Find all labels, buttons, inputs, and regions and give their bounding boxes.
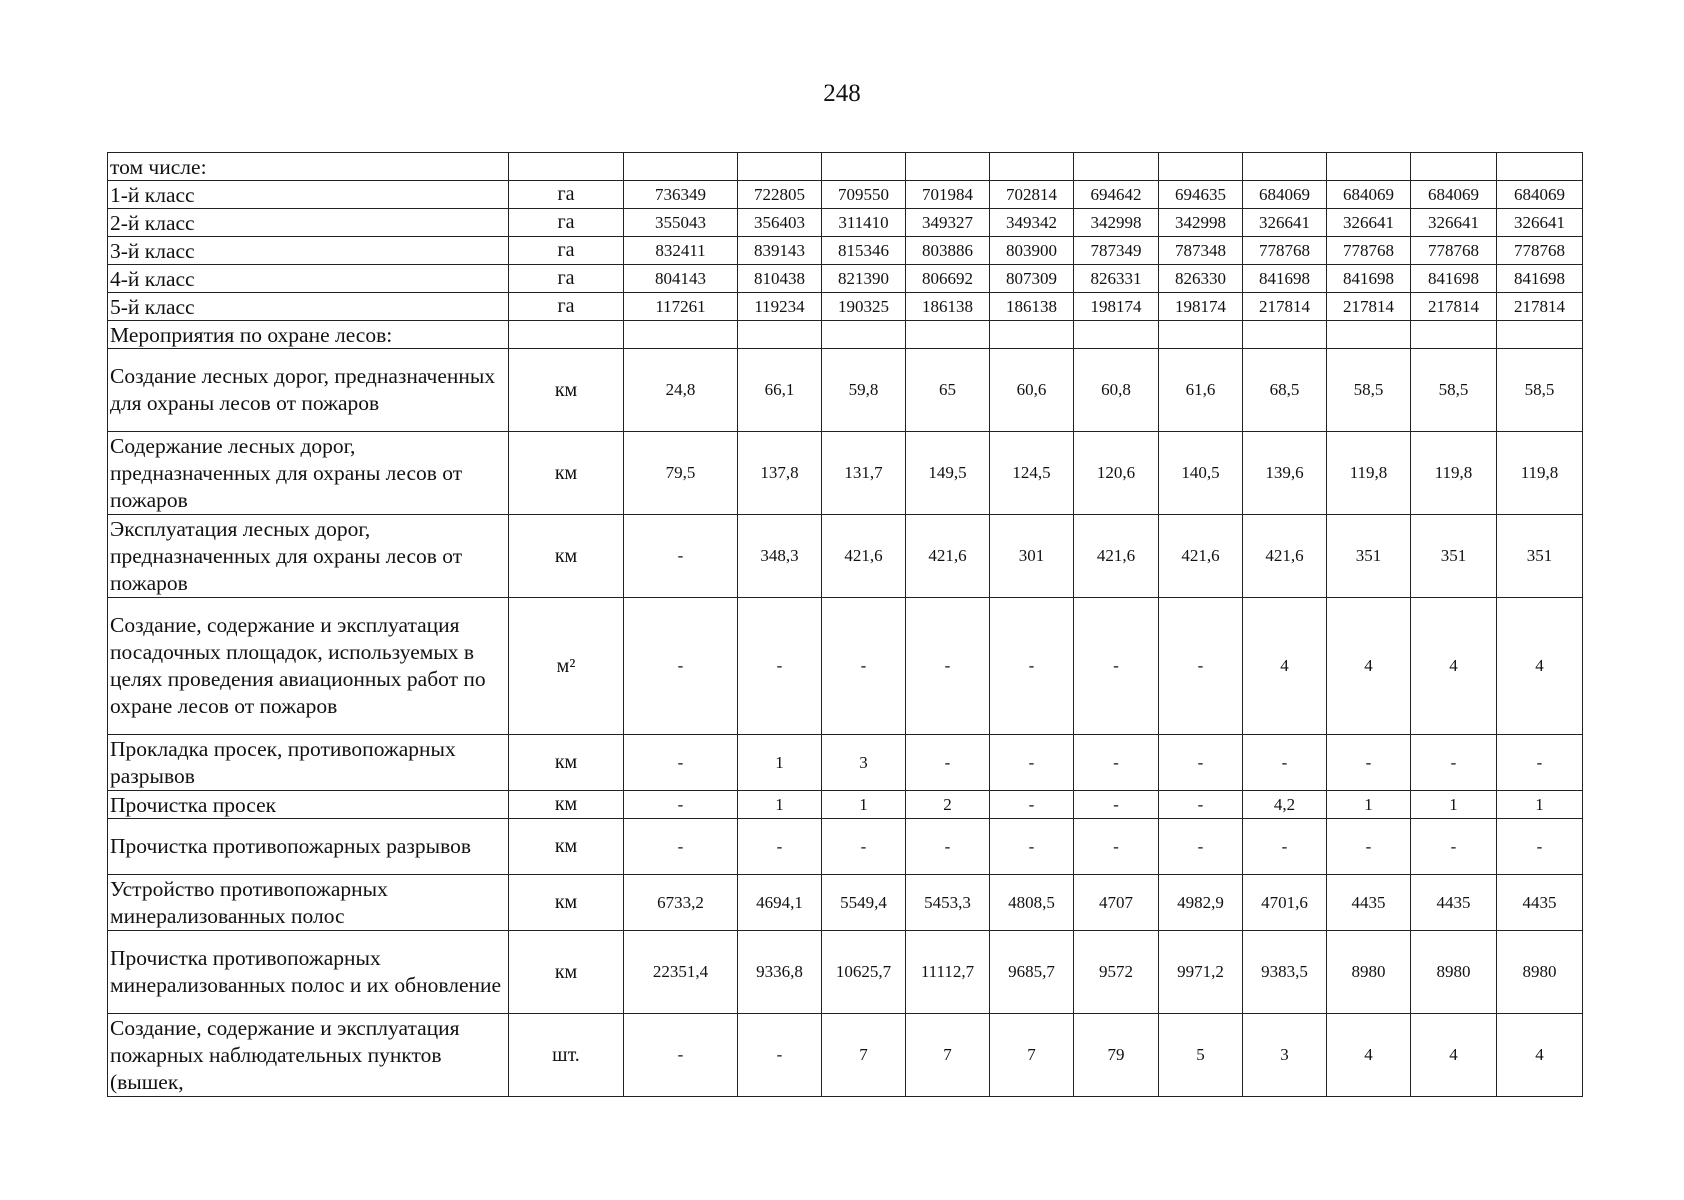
value-cell: 58,5 — [1411, 349, 1497, 432]
value-cell: 787349 — [1074, 237, 1159, 265]
value-cell: - — [1497, 819, 1583, 875]
value-cell: 806692 — [906, 265, 990, 293]
row-label: 1-й класс — [108, 181, 509, 209]
value-cell: 736349 — [624, 181, 738, 209]
value-cell: - — [990, 791, 1074, 819]
value-cell — [1159, 321, 1243, 349]
value-cell: 137,8 — [738, 432, 822, 515]
value-cell: 119234 — [738, 293, 822, 321]
row-label: Создание лесных дорог, предназначенных для охраны лесов от пожаров — [108, 349, 509, 432]
value-cell: 8980 — [1327, 931, 1411, 1014]
table-row — [108, 293, 1583, 321]
value-cell: 709550 — [822, 181, 906, 209]
row-unit: км — [509, 432, 624, 515]
value-cell: 4 — [1497, 598, 1583, 735]
value-cell: 217814 — [1243, 293, 1327, 321]
value-cell: 841698 — [1327, 265, 1411, 293]
value-cell: 351 — [1411, 515, 1497, 598]
value-cell: 4694,1 — [738, 875, 822, 931]
value-cell: 351 — [1497, 515, 1583, 598]
value-cell: 421,6 — [822, 515, 906, 598]
value-cell: 4 — [1497, 1014, 1583, 1097]
value-cell: - — [1327, 735, 1411, 791]
value-cell: 841698 — [1243, 265, 1327, 293]
value-cell: 821390 — [822, 265, 906, 293]
value-cell — [1243, 153, 1327, 181]
value-cell: 8980 — [1411, 931, 1497, 1014]
value-cell — [822, 321, 906, 349]
value-cell: - — [1411, 819, 1497, 875]
value-cell: - — [1074, 791, 1159, 819]
value-cell — [738, 321, 822, 349]
value-cell: 120,6 — [1074, 432, 1159, 515]
value-cell — [906, 153, 990, 181]
value-cell: 7 — [906, 1014, 990, 1097]
row-label: 3-й класс — [108, 237, 509, 265]
value-cell: 421,6 — [906, 515, 990, 598]
row-unit: км — [509, 349, 624, 432]
row-unit: км — [509, 819, 624, 875]
value-cell — [1497, 321, 1583, 349]
row-label: Прочистка просек — [108, 791, 509, 819]
value-cell: 24,8 — [624, 349, 738, 432]
value-cell: 61,6 — [1159, 349, 1243, 432]
value-cell: - — [738, 598, 822, 735]
value-cell: 342998 — [1159, 209, 1243, 237]
table-row — [108, 265, 1583, 293]
value-cell: 311410 — [822, 209, 906, 237]
value-cell — [1074, 153, 1159, 181]
value-cell: 326641 — [1497, 209, 1583, 237]
value-cell: 198174 — [1159, 293, 1243, 321]
table-row — [108, 931, 1583, 1014]
value-cell: 140,5 — [1159, 432, 1243, 515]
value-cell: 684069 — [1327, 181, 1411, 209]
value-cell: 186138 — [906, 293, 990, 321]
value-cell: 7 — [822, 1014, 906, 1097]
value-cell: 832411 — [624, 237, 738, 265]
value-cell: - — [1411, 735, 1497, 791]
value-cell: 3 — [822, 735, 906, 791]
value-cell: - — [624, 1014, 738, 1097]
row-unit: га — [509, 237, 624, 265]
value-cell: 1 — [1411, 791, 1497, 819]
value-cell: 815346 — [822, 237, 906, 265]
value-cell: 351 — [1327, 515, 1411, 598]
row-unit: га — [509, 265, 624, 293]
row-unit — [509, 321, 624, 349]
value-cell: - — [624, 598, 738, 735]
row-unit: км — [509, 875, 624, 931]
value-cell: 4701,6 — [1243, 875, 1327, 931]
value-cell: 4 — [1411, 1014, 1497, 1097]
value-cell: 348,3 — [738, 515, 822, 598]
value-cell — [1411, 321, 1497, 349]
value-cell: 4808,5 — [990, 875, 1074, 931]
value-cell: 4982,9 — [1159, 875, 1243, 931]
row-label: Создание, содержание и эксплуатация посадочных площадок, используемых в целях проведения авиационных работ по охране лесов от пожаров — [108, 598, 509, 735]
value-cell: 355043 — [624, 209, 738, 237]
value-cell: 217814 — [1497, 293, 1583, 321]
value-cell: 684069 — [1411, 181, 1497, 209]
value-cell: 65 — [906, 349, 990, 432]
value-cell: 119,8 — [1497, 432, 1583, 515]
value-cell: 60,6 — [990, 349, 1074, 432]
value-cell: - — [906, 819, 990, 875]
value-cell: 778768 — [1411, 237, 1497, 265]
value-cell: 694635 — [1159, 181, 1243, 209]
row-unit: га — [509, 293, 624, 321]
value-cell: 58,5 — [1327, 349, 1411, 432]
value-cell: - — [624, 735, 738, 791]
value-cell: 826330 — [1159, 265, 1243, 293]
value-cell: 301 — [990, 515, 1074, 598]
row-label: Мероприятия по охране лесов: — [108, 321, 509, 349]
value-cell: - — [822, 819, 906, 875]
value-cell: - — [906, 735, 990, 791]
table-row — [108, 819, 1583, 875]
value-cell: 839143 — [738, 237, 822, 265]
table-row — [108, 237, 1583, 265]
value-cell: - — [990, 598, 1074, 735]
value-cell: 6733,2 — [624, 875, 738, 931]
value-cell: 4 — [1327, 1014, 1411, 1097]
table-row — [108, 791, 1583, 819]
value-cell: 421,6 — [1074, 515, 1159, 598]
value-cell: - — [990, 819, 1074, 875]
value-cell: 702814 — [990, 181, 1074, 209]
value-cell: 7 — [990, 1014, 1074, 1097]
value-cell: 2 — [906, 791, 990, 819]
value-cell: 778768 — [1327, 237, 1411, 265]
value-cell — [1411, 153, 1497, 181]
table-body — [108, 153, 1583, 1097]
value-cell: 9383,5 — [1243, 931, 1327, 1014]
value-cell: 778768 — [1243, 237, 1327, 265]
row-unit — [509, 153, 624, 181]
table-row — [108, 1014, 1583, 1097]
value-cell: 119,8 — [1411, 432, 1497, 515]
value-cell: 694642 — [1074, 181, 1159, 209]
value-cell: 1 — [738, 735, 822, 791]
value-cell: - — [822, 598, 906, 735]
value-cell: 58,5 — [1497, 349, 1583, 432]
value-cell — [624, 153, 738, 181]
value-cell: 124,5 — [990, 432, 1074, 515]
value-cell: 4435 — [1411, 875, 1497, 931]
forest-protection-table — [107, 152, 1583, 1097]
value-cell: - — [1074, 735, 1159, 791]
row-unit: м² — [509, 598, 624, 735]
value-cell: 79 — [1074, 1014, 1159, 1097]
row-label: Прочистка противопожарных разрывов — [108, 819, 509, 875]
row-label: Эксплуатация лесных дорог, предназначенных для охраны лесов от пожаров — [108, 515, 509, 598]
row-label: Создание, содержание и эксплуатация пожарных наблюдательных пунктов (вышек, — [108, 1014, 509, 1097]
value-cell: 421,6 — [1159, 515, 1243, 598]
table-row — [108, 349, 1583, 432]
value-cell: 149,5 — [906, 432, 990, 515]
value-cell: 3 — [1243, 1014, 1327, 1097]
value-cell: - — [624, 515, 738, 598]
value-cell: 9572 — [1074, 931, 1159, 1014]
table-row — [108, 153, 1583, 181]
table-row — [108, 875, 1583, 931]
value-cell: 804143 — [624, 265, 738, 293]
value-cell: 787348 — [1159, 237, 1243, 265]
row-unit: га — [509, 209, 624, 237]
value-cell: - — [738, 819, 822, 875]
value-cell: 1 — [1497, 791, 1583, 819]
value-cell: - — [1159, 791, 1243, 819]
row-unit: км — [509, 735, 624, 791]
value-cell — [1497, 153, 1583, 181]
row-unit: га — [509, 181, 624, 209]
value-cell: - — [1159, 735, 1243, 791]
table-row — [108, 321, 1583, 349]
row-label: Прокладка просек, противопожарных разрывов — [108, 735, 509, 791]
row-label: 2-й класс — [108, 209, 509, 237]
value-cell: 79,5 — [624, 432, 738, 515]
row-unit: км — [509, 931, 624, 1014]
value-cell — [1327, 153, 1411, 181]
value-cell: 326641 — [1243, 209, 1327, 237]
value-cell: 4435 — [1497, 875, 1583, 931]
value-cell — [1159, 153, 1243, 181]
value-cell: 684069 — [1497, 181, 1583, 209]
value-cell: 421,6 — [1243, 515, 1327, 598]
value-cell: 139,6 — [1243, 432, 1327, 515]
value-cell: - — [624, 791, 738, 819]
table-row — [108, 515, 1583, 598]
value-cell: 701984 — [906, 181, 990, 209]
value-cell: 778768 — [1497, 237, 1583, 265]
value-cell: 190325 — [822, 293, 906, 321]
value-cell: 342998 — [1074, 209, 1159, 237]
value-cell: 66,1 — [738, 349, 822, 432]
value-cell: 5549,4 — [822, 875, 906, 931]
row-label: 4-й класс — [108, 265, 509, 293]
value-cell: 841698 — [1497, 265, 1583, 293]
value-cell: 684069 — [1243, 181, 1327, 209]
value-cell: - — [1327, 819, 1411, 875]
value-cell: 1 — [1327, 791, 1411, 819]
value-cell: 807309 — [990, 265, 1074, 293]
value-cell: 8980 — [1497, 931, 1583, 1014]
value-cell: 4 — [1411, 598, 1497, 735]
value-cell: 9336,8 — [738, 931, 822, 1014]
value-cell: 4,2 — [1243, 791, 1327, 819]
value-cell: 217814 — [1327, 293, 1411, 321]
value-cell: - — [1074, 819, 1159, 875]
value-cell: 5 — [1159, 1014, 1243, 1097]
table-row — [108, 209, 1583, 237]
row-unit: шт. — [509, 1014, 624, 1097]
value-cell — [738, 153, 822, 181]
row-label: Прочистка противопожарных минерализованных полос и их обновление — [108, 931, 509, 1014]
value-cell: 60,8 — [1074, 349, 1159, 432]
value-cell: 349327 — [906, 209, 990, 237]
value-cell — [906, 321, 990, 349]
row-unit: км — [509, 515, 624, 598]
row-label: том числе: — [108, 153, 509, 181]
row-label: 5-й класс — [108, 293, 509, 321]
value-cell: 803900 — [990, 237, 1074, 265]
value-cell: - — [1497, 735, 1583, 791]
value-cell: - — [906, 598, 990, 735]
value-cell: 4 — [1327, 598, 1411, 735]
value-cell: 10625,7 — [822, 931, 906, 1014]
value-cell: 326641 — [1411, 209, 1497, 237]
value-cell: 117261 — [624, 293, 738, 321]
value-cell: 198174 — [1074, 293, 1159, 321]
value-cell: 119,8 — [1327, 432, 1411, 515]
value-cell: 22351,4 — [624, 931, 738, 1014]
value-cell — [822, 153, 906, 181]
value-cell: 59,8 — [822, 349, 906, 432]
value-cell: - — [1243, 819, 1327, 875]
value-cell: 722805 — [738, 181, 822, 209]
value-cell: - — [1159, 819, 1243, 875]
value-cell: 4 — [1243, 598, 1327, 735]
value-cell: 11112,7 — [906, 931, 990, 1014]
value-cell: 826331 — [1074, 265, 1159, 293]
value-cell — [1327, 321, 1411, 349]
value-cell: 1 — [738, 791, 822, 819]
table-row — [108, 598, 1583, 735]
value-cell: 5453,3 — [906, 875, 990, 931]
value-cell — [1074, 321, 1159, 349]
value-cell — [990, 153, 1074, 181]
row-label: Содержание лесных дорог, предназначенных для охраны лесов от пожаров — [108, 432, 509, 515]
table-row — [108, 432, 1583, 515]
value-cell: 4707 — [1074, 875, 1159, 931]
value-cell — [624, 321, 738, 349]
value-cell: 9685,7 — [990, 931, 1074, 1014]
value-cell: 356403 — [738, 209, 822, 237]
table-row — [108, 181, 1583, 209]
value-cell — [1243, 321, 1327, 349]
value-cell: 217814 — [1411, 293, 1497, 321]
value-cell: 810438 — [738, 265, 822, 293]
value-cell: - — [1074, 598, 1159, 735]
value-cell: 1 — [822, 791, 906, 819]
value-cell: 803886 — [906, 237, 990, 265]
value-cell: - — [1159, 598, 1243, 735]
value-cell: 349342 — [990, 209, 1074, 237]
value-cell: 186138 — [990, 293, 1074, 321]
value-cell: - — [738, 1014, 822, 1097]
value-cell: 9971,2 — [1159, 931, 1243, 1014]
row-label: Устройство противопожарных минерализованных полос — [108, 875, 509, 931]
table-row — [108, 735, 1583, 791]
value-cell: 68,5 — [1243, 349, 1327, 432]
page-number: 248 — [823, 80, 861, 107]
value-cell: - — [1243, 735, 1327, 791]
value-cell: 841698 — [1411, 265, 1497, 293]
value-cell: - — [624, 819, 738, 875]
value-cell — [990, 321, 1074, 349]
value-cell: 131,7 — [822, 432, 906, 515]
value-cell: 326641 — [1327, 209, 1411, 237]
value-cell: 4435 — [1327, 875, 1411, 931]
row-unit: км — [509, 791, 624, 819]
value-cell: - — [990, 735, 1074, 791]
